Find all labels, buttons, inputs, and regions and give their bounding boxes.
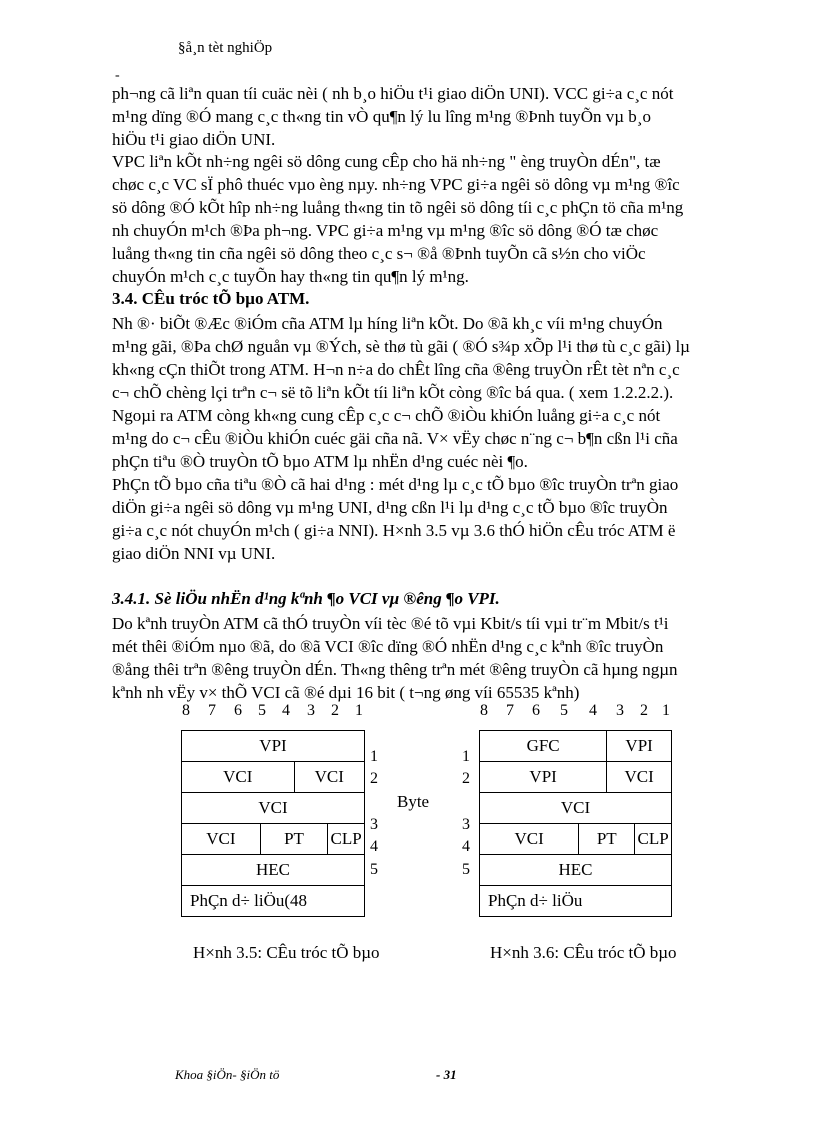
field-payload: PhÇn d÷ liÖu(48 — [182, 886, 365, 917]
text-line: nh chuyÓn m¹ch ®Þa ph¬ng. VPC gi÷a m¹ng vµ m¹ng ®îc sö dông ®Ó tæ chøc — [112, 221, 659, 240]
text-line: ph¬ng cã liªn quan tíi cuäc nèi ( nh b¸o hiÖu t¹i giao diÖn UNI). VCC gi÷a c¸c nót — [112, 84, 674, 103]
bit-label: 4 — [282, 702, 290, 719]
field-vci: VCI — [607, 762, 672, 793]
byte-number: 5 — [462, 861, 470, 878]
text-line: luång th«ng tin cña ngêi sö dông theo c¸c s¬ ®å ®Þnh tuyÕn cã s½n cho viÖc — [112, 244, 646, 263]
byte-number: 4 — [370, 838, 378, 855]
text-line: mét thêi ®iÓm nµo ®ã, do ®ã VCI ®îc dïng ®Ó nhËn d¹ng c¸c kªnh ®îc truyÒn — [112, 637, 664, 656]
paragraph-5 — [112, 612, 760, 704]
text-line: chøc c¸c VC sÏ phô thuéc vµo èng nµy. nh÷ng VPC gi÷a ngêi sö dông vµ m¹ng ®îc — [112, 175, 680, 194]
byte-number: 5 — [370, 861, 378, 878]
text-line: diÖn gi÷a ngêi sö dông vµ m¹ng UNI, d¹ng cßn l¹i lµ d¹ng c¸c tÕ bµo ®îc truyÒn — [112, 498, 668, 517]
section-heading-3-4-1: 3.4.1. Sè liÖu nhËn d¹ng kªnh ¶o VCI vµ ®êng ¶o VPI. — [112, 589, 500, 608]
field-hec: HEC — [182, 855, 365, 886]
field-vpi: VPI — [607, 731, 672, 762]
bit-label: 6 — [234, 702, 242, 719]
byte-number: 2 — [462, 770, 470, 787]
text-line: VPC liªn kÕt nh÷ng ngêi sö dông cung cÊp cho hä nh÷ng " èng truyÒn dÉn", tæ — [112, 152, 661, 171]
paragraph-3 — [112, 312, 760, 473]
footer-department: Khoa §iÖn- §iÖn tö — [175, 1067, 280, 1082]
paragraph-1 — [112, 82, 760, 151]
bit-label: 3 — [616, 702, 624, 719]
fig35-bit-labels — [182, 702, 372, 722]
field-vci: VCI — [480, 793, 672, 824]
bit-label: 7 — [208, 702, 216, 719]
bit-label: 3 — [307, 702, 315, 719]
byte-number: 4 — [462, 838, 470, 855]
bit-label: 1 — [662, 702, 670, 719]
bit-label: 5 — [560, 702, 568, 719]
field-clp: CLP — [328, 824, 365, 855]
field-vci: VCI — [182, 762, 295, 793]
field-gfc: GFC — [480, 731, 607, 762]
text-line: PhÇn tÕ bµo cña tiªu ®Ò cã hai d¹ng : mét d¹ng lµ c¸c tÕ bµo ®îc truyÒn trªn giao — [112, 475, 679, 494]
field-vci: VCI — [182, 793, 365, 824]
field-payload: PhÇn d÷ liÖu — [480, 886, 672, 917]
text-line: Ngoµi ra ATM còng kh«ng cung cÊp c¸c c¬ chÕ ®iÒu khiÓn luång gi÷a c¸c nót — [112, 406, 661, 425]
text-line: hiÖu t¹i giao diÖn UNI. — [112, 130, 276, 149]
byte-number: 1 — [370, 748, 378, 765]
text-line: ®ång thêi trªn ®êng truyÒn dÉn. Th«ng thêng trªn mét ®êng truyÒn cã hµng ngµn — [112, 660, 678, 679]
text-line: chuyÓn m¹ch c¸c tuyÕn hay th«ng tin qu¶n lý m¹ng. — [112, 267, 469, 286]
field-vpi: VPI — [182, 731, 365, 762]
text-line: m¹ng gãi, ®Þa chØ nguån vµ ®Ých, sè thø tù gãi ( ®Ó s¾p xÕp l¹i thø tù c¸c gãi) lµ — [112, 337, 690, 356]
section-heading-3-4: 3.4. CÊu tróc tÕ bµo ATM. — [112, 289, 310, 308]
text-line: kh«ng cÇn thiÕt trong ATM. H¬n n÷a do chÊt lîng cña ®êng truyÒn rÊt tèt nªn c¸c — [112, 360, 680, 379]
field-pt: PT — [579, 824, 635, 855]
field-vci: VCI — [480, 824, 579, 855]
text-line: phÇn tiªu ®Ò truyÒn tÕ bµo ATM lµ nhËn d¹ng cuéc nèi ¶o. — [112, 452, 528, 471]
text-line: sö dông ®Ó kÕt hîp nh÷ng luång th«ng tin tõ ngêi sö dông tíi c¸c phÇn tö cña m¹ng — [112, 198, 684, 217]
byte-number: 1 — [462, 748, 470, 765]
bit-label: 8 — [182, 702, 190, 719]
text-line: m¹ng do c¬ cÊu ®iÒu khiÓn cuéc gäi cña nã. V× vËy chøc n¨ng c¬ b¶n cßn l¹i cña — [112, 429, 678, 448]
paragraph-2 — [112, 150, 760, 288]
page-header: §å¸n tèt nghiÖp — [178, 40, 273, 56]
field-vci: VCI — [294, 762, 365, 793]
fig35-caption: H×nh 3.5: CÊu tróc tÕ bµo — [193, 943, 380, 962]
bit-label: 7 — [506, 702, 514, 719]
bit-label: 2 — [331, 702, 339, 719]
bit-label: 5 — [258, 702, 266, 719]
fig36-cell-format — [479, 730, 672, 917]
field-vpi: VPI — [480, 762, 607, 793]
field-clp: CLP — [635, 824, 672, 855]
text-line: m¹ng dïng ®Ó mang c¸c th«ng tin vÒ qu¶n lý lu lîng m¹ng ®Þnh tuyÕn vµ b¸o — [112, 107, 651, 126]
bit-label: 6 — [532, 702, 540, 719]
fig36-caption: H×nh 3.6: CÊu tróc tÕ bµo — [490, 943, 677, 962]
bit-label: 2 — [640, 702, 648, 719]
byte-label: Byte — [397, 792, 430, 811]
bit-label: 1 — [355, 702, 363, 719]
fig35-cell-format — [181, 730, 365, 917]
bit-label: 4 — [589, 702, 597, 719]
text-line: giao diÖn NNI vµ UNI. — [112, 544, 276, 563]
page-marker: - — [115, 68, 120, 83]
text-line: Nh ®· biÕt ®Æc ®iÓm cña ATM lµ híng liªn kÕt. Do ®ã kh¸c víi m¹ng chuyÓn — [112, 314, 663, 333]
field-vci: VCI — [182, 824, 261, 855]
field-pt: PT — [260, 824, 327, 855]
page-number: - 31 — [436, 1067, 457, 1082]
bit-label: 8 — [480, 702, 488, 719]
byte-number: 3 — [462, 816, 470, 833]
text-line: gi÷a c¸c nót chuyÓn m¹ch ( gi÷a NNI). H×nh 3.5 vµ 3.6 thÓ hiÖn cÊu tróc ATM ë — [112, 521, 676, 540]
fig36-bit-labels — [480, 702, 672, 722]
paragraph-4 — [112, 473, 760, 565]
text-line: kªnh nh vËy v× thÕ VCI cã ®é dµi 16 bit ( t¬ng øng víi 65535 kªnh) — [112, 683, 580, 702]
byte-number: 2 — [370, 770, 378, 787]
field-hec: HEC — [480, 855, 672, 886]
text-line: Do kªnh truyÒn ATM cã thÓ truyÒn víi tèc ®é tõ vµi Kbit/s tíi vµi tr¨m Mbit/s t¹i — [112, 614, 669, 633]
byte-number: 3 — [370, 816, 378, 833]
text-line: c¬ chÕ chèng lçi trªn c¬ së tõ liªn kÕt tíi liªn kÕt còng ®îc bá qua. ( xem 1.2.2.2.). — [112, 383, 674, 402]
